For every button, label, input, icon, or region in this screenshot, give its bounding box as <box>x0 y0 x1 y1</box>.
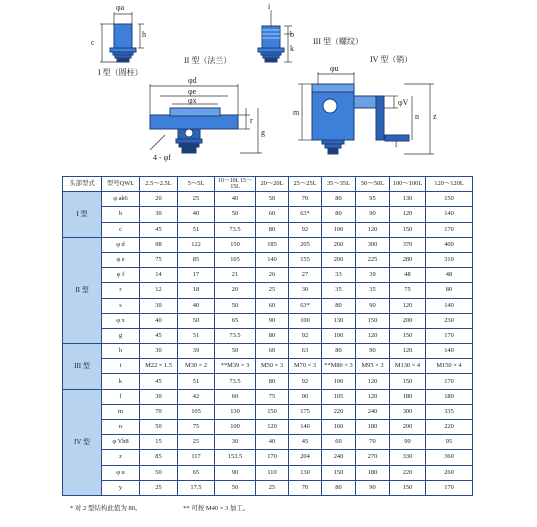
table-cell: 170 <box>256 450 289 465</box>
table-cell: 17.5 <box>178 480 215 495</box>
table-row <box>63 420 473 435</box>
table-cell: 90 <box>356 207 390 222</box>
type3-drawing <box>258 26 284 62</box>
table-row <box>63 192 473 207</box>
table-cell: 120 <box>356 389 390 404</box>
table-cell: 270 <box>356 450 390 465</box>
dim-phi-d: φd <box>188 76 197 85</box>
footnotes <box>70 503 289 512</box>
param-label: φ f <box>102 268 140 283</box>
type2-drawing <box>150 108 238 153</box>
table-cell: 90 <box>356 298 390 313</box>
table-cell: 120 <box>390 298 426 313</box>
table-cell: M22 × 1.5 <box>140 359 178 374</box>
table-cell: 100 <box>215 420 256 435</box>
table-cell: 130 <box>289 465 322 480</box>
footnote-2: ** 可按 M40 × 3 加工。 <box>183 505 250 512</box>
header-size: 2.5～2.5L <box>140 177 178 192</box>
table-cell: 17 <box>178 268 215 283</box>
table-cell: 155 <box>289 252 322 267</box>
header-size: 120～120L <box>426 177 473 192</box>
table-cell: 25 <box>178 435 215 450</box>
table-cell: 100 <box>322 328 356 343</box>
table-cell: 120 <box>356 328 390 343</box>
group-label: II 型 <box>63 237 102 343</box>
table-cell: 335 <box>426 404 473 419</box>
table-cell: 92 <box>289 328 322 343</box>
table-row <box>63 237 473 252</box>
group-label: III 型 <box>63 344 102 390</box>
table-cell: 75 <box>390 283 426 298</box>
table-cell: 90 <box>256 313 289 328</box>
param-label: z <box>102 450 140 465</box>
table-cell: 21 <box>215 268 256 283</box>
table-cell: 45 <box>289 435 322 450</box>
table-row <box>63 298 473 313</box>
table-cell: 50 <box>215 298 256 313</box>
table-cell: 51 <box>178 328 215 343</box>
table-cell: 14 <box>140 268 178 283</box>
table-row <box>63 222 473 237</box>
table-cell: 170 <box>426 328 473 343</box>
table-cell: 260 <box>322 237 356 252</box>
type1-label: I 型（圆柱） <box>98 68 143 77</box>
table-cell: 35 <box>322 283 356 298</box>
table-cell: 140 <box>426 207 473 222</box>
table-body <box>63 192 473 496</box>
table-cell: 48 <box>426 268 473 283</box>
table-cell: 300 <box>356 237 390 252</box>
table-cell: M30 × 2 <box>178 359 215 374</box>
table-cell: 120 <box>390 207 426 222</box>
table-cell: 26 <box>256 268 289 283</box>
table-cell: 85 <box>178 252 215 267</box>
table-row <box>63 207 473 222</box>
param-label: i <box>102 359 140 374</box>
param-label: φ ak6 <box>102 192 140 207</box>
header-corner: 头部型式 <box>63 177 102 192</box>
table-cell: 60 <box>256 298 289 313</box>
table-cell: 90 <box>289 389 322 404</box>
table-cell: 50 <box>178 313 215 328</box>
header-size: 100～100L <box>390 177 426 192</box>
table-cell: 130 <box>322 313 356 328</box>
table-cell: 25 <box>178 192 215 207</box>
header-size: 10～10L 15～15L <box>215 177 256 192</box>
table-cell: 330 <box>390 450 426 465</box>
table-cell: **M80 × 3 <box>322 359 356 374</box>
group-label: I 型 <box>63 192 102 238</box>
table-cell: 150 <box>390 328 426 343</box>
table-cell: 45 <box>140 374 178 389</box>
table-cell: M130 × 4 <box>390 359 426 374</box>
table-cell: 15 <box>140 435 178 450</box>
table-cell: 280 <box>390 252 426 267</box>
table-cell: 105 <box>215 252 256 267</box>
table-cell: 48 <box>390 268 426 283</box>
param-label: l <box>102 389 140 404</box>
table-cell: 80 <box>322 298 356 313</box>
technical-drawing <box>0 0 537 175</box>
header-size: 5～5L <box>178 177 215 192</box>
table-cell: 90 <box>215 465 256 480</box>
table-cell: 95 <box>356 192 390 207</box>
table-cell: 92 <box>289 374 322 389</box>
table-cell: 33 <box>322 268 356 283</box>
param-label: φ u <box>102 465 140 480</box>
table-cell: 30 <box>140 298 178 313</box>
table-cell: 230 <box>426 313 473 328</box>
table-cell: 75 <box>178 420 215 435</box>
dim-b: b <box>290 30 294 39</box>
table-cell: 105 <box>178 404 215 419</box>
type2-label: II 型（法兰） <box>184 56 232 65</box>
table-cell: 80 <box>322 480 356 495</box>
table-cell: M50 × 3 <box>256 359 289 374</box>
param-label: n <box>102 420 140 435</box>
table-cell: 63* <box>289 298 322 313</box>
dim-n: n <box>415 112 419 121</box>
table-cell: 85 <box>140 450 178 465</box>
table-cell: 200 <box>390 420 426 435</box>
param-label: r <box>102 283 140 298</box>
table-row <box>63 283 473 298</box>
table-cell: 140 <box>289 420 322 435</box>
header-model: 型号QWL <box>102 177 140 192</box>
table-cell: 42 <box>178 389 215 404</box>
table-cell: 92 <box>289 222 322 237</box>
table-cell: 30 <box>140 389 178 404</box>
dim-phi-v: φV <box>398 98 409 107</box>
table-cell: 150 <box>322 465 356 480</box>
table-cell: 220 <box>322 404 356 419</box>
table-cell: 25 <box>256 283 289 298</box>
table-cell: 50 <box>215 344 256 359</box>
table-cell: 170 <box>426 222 473 237</box>
dim-k: k <box>290 44 294 53</box>
table-cell: 150 <box>390 480 426 495</box>
table-cell: 40 <box>140 313 178 328</box>
table-cell: 50 <box>256 192 289 207</box>
param-label: φ x <box>102 313 140 328</box>
table-row <box>63 480 473 495</box>
param-label: g <box>102 328 140 343</box>
table-cell: 60 <box>256 207 289 222</box>
table-cell: 30 <box>215 435 256 450</box>
dim-m: m <box>293 108 300 117</box>
dim-l: l <box>395 140 398 149</box>
table-cell: 185 <box>256 237 289 252</box>
dim-g: g <box>261 128 265 137</box>
table-cell: 120 <box>256 420 289 435</box>
table-row <box>63 313 473 328</box>
table-cell: 27 <box>289 268 322 283</box>
table-cell: 70 <box>356 435 390 450</box>
table-cell: 45 <box>140 328 178 343</box>
table-cell: 25 <box>140 480 178 495</box>
table-cell: 225 <box>356 252 390 267</box>
dim-phi-e: φe <box>188 87 197 96</box>
param-label: s <box>102 298 140 313</box>
table-cell: 140 <box>426 344 473 359</box>
table-cell: 370 <box>390 237 426 252</box>
table-cell: 120 <box>356 374 390 389</box>
table-cell: 180 <box>426 389 473 404</box>
table-cell: 180 <box>390 389 426 404</box>
dimension-table-wrapper <box>62 176 472 496</box>
table-cell: 98 <box>140 237 178 252</box>
table-cell: 90 <box>356 344 390 359</box>
table-cell: 20 <box>215 283 256 298</box>
table-cell: 220 <box>426 420 473 435</box>
table-cell: 51 <box>178 222 215 237</box>
table-row <box>63 359 473 374</box>
dim-h: h <box>142 30 146 39</box>
param-label: y <box>102 480 140 495</box>
table-cell: 45 <box>140 222 178 237</box>
type4-label: IV 型（销） <box>370 55 413 64</box>
table-cell: 50 <box>215 207 256 222</box>
table-cell: 400 <box>426 237 473 252</box>
table-cell: 205 <box>289 237 322 252</box>
table-cell: 50 <box>215 480 256 495</box>
table-cell: **M39 × 3 <box>215 359 256 374</box>
param-label: φ d <box>102 237 140 252</box>
table-cell: 150 <box>256 404 289 419</box>
table-cell: 200 <box>322 252 356 267</box>
table-cell: 122 <box>178 237 215 252</box>
table-cell: 150 <box>426 192 473 207</box>
table-cell: 140 <box>426 298 473 313</box>
param-label: c <box>102 222 140 237</box>
table-cell: 51 <box>178 374 215 389</box>
dim-i: i <box>268 2 271 11</box>
type3-label: III 型（螺纹） <box>313 37 363 46</box>
table-row <box>63 328 473 343</box>
table-cell: 30 <box>140 344 178 359</box>
table-cell: 180 <box>356 420 390 435</box>
table-header-row <box>63 177 473 192</box>
header-size: 35～35L <box>322 177 356 192</box>
dim-r: r <box>250 116 253 125</box>
table-row <box>63 465 473 480</box>
table-cell: 180 <box>356 465 390 480</box>
table-cell: 153.5 <box>215 450 256 465</box>
table-cell: 117 <box>178 450 215 465</box>
table-cell: 240 <box>356 404 390 419</box>
table-cell: 150 <box>356 313 390 328</box>
table-cell: 30 <box>289 283 322 298</box>
table-cell: 73.5 <box>215 222 256 237</box>
table-row <box>63 450 473 465</box>
table-cell: 40 <box>215 192 256 207</box>
dim-z: z <box>433 112 437 121</box>
param-label: m <box>102 404 140 419</box>
table-cell: 170 <box>426 480 473 495</box>
table-cell: 50 <box>140 420 178 435</box>
table-row <box>63 404 473 419</box>
table-cell: 110 <box>256 465 289 480</box>
table-row <box>63 389 473 404</box>
table-cell: 260 <box>426 465 473 480</box>
table-cell: M95 × 3 <box>356 359 390 374</box>
table-cell: 70 <box>289 192 322 207</box>
table-cell: 175 <box>289 404 322 419</box>
table-row <box>63 374 473 389</box>
table-cell: 73.5 <box>215 374 256 389</box>
table-cell: 60 <box>322 435 356 450</box>
dim-phi-u: φu <box>330 64 339 73</box>
table-cell: M150 × 4 <box>426 359 473 374</box>
drawing-svg <box>0 0 537 175</box>
table-cell: 310 <box>426 252 473 267</box>
dim-phi-x: φx <box>188 96 197 105</box>
param-label: b <box>102 207 140 222</box>
table-cell: 200 <box>390 313 426 328</box>
table-cell: 240 <box>322 450 356 465</box>
table-cell: 40 <box>178 207 215 222</box>
table-cell: 60 <box>256 344 289 359</box>
table-cell: 80 <box>256 328 289 343</box>
table-cell: 73.5 <box>215 328 256 343</box>
table-cell: 39 <box>178 344 215 359</box>
table-cell: 63* <box>289 207 322 222</box>
table-cell: 170 <box>426 374 473 389</box>
table-cell: 80 <box>322 344 356 359</box>
param-label: φ Vh8 <box>102 435 140 450</box>
table-cell: 80 <box>322 207 356 222</box>
table-cell: 18 <box>178 283 215 298</box>
table-cell: 90 <box>390 435 426 450</box>
dim-phi-a: φa <box>116 3 125 12</box>
table-cell: 25 <box>256 480 289 495</box>
header-size: 50～50L <box>356 177 390 192</box>
table-cell: 220 <box>390 465 426 480</box>
table-cell: M70 × 3 <box>289 359 322 374</box>
table-cell: 80 <box>426 283 473 298</box>
table-cell: 204 <box>289 450 322 465</box>
table-cell: 70 <box>140 404 178 419</box>
table-cell: 150 <box>390 222 426 237</box>
table-cell: 95 <box>426 435 473 450</box>
table-row <box>63 435 473 450</box>
table-cell: 70 <box>289 480 322 495</box>
type1-drawing <box>110 24 136 62</box>
dimension-table <box>62 176 473 496</box>
table-cell: 40 <box>178 298 215 313</box>
table-cell: 75 <box>140 252 178 267</box>
table-cell: 63 <box>289 344 322 359</box>
footnote-1: * 对 2 型结构此值为 80。 <box>70 505 142 512</box>
table-cell: 65 <box>215 313 256 328</box>
table-cell: 80 <box>256 222 289 237</box>
table-cell: 140 <box>256 252 289 267</box>
table-cell: 150 <box>215 237 256 252</box>
table-cell: 80 <box>256 374 289 389</box>
table-cell: 65 <box>178 465 215 480</box>
table-cell: 300 <box>390 404 426 419</box>
table-cell: 100 <box>322 374 356 389</box>
table-cell: 105 <box>322 389 356 404</box>
param-label: h <box>102 344 140 359</box>
table-cell: 100 <box>322 222 356 237</box>
dim-4-phi-f: 4 - φf <box>153 153 171 162</box>
table-cell: 30 <box>140 207 178 222</box>
param-label: φ e <box>102 252 140 267</box>
table-cell: 120 <box>356 222 390 237</box>
dim-c: c <box>91 38 95 47</box>
table-cell: 90 <box>356 480 390 495</box>
table-row <box>63 268 473 283</box>
table-cell: 80 <box>322 192 356 207</box>
table-cell: 120 <box>390 344 426 359</box>
table-cell: 40 <box>256 435 289 450</box>
table-row <box>63 344 473 359</box>
table-cell: 130 <box>215 404 256 419</box>
table-row <box>63 252 473 267</box>
table-cell: 360 <box>426 450 473 465</box>
table-cell: 60 <box>215 389 256 404</box>
table-cell: 35 <box>356 283 390 298</box>
group-label: IV 型 <box>63 389 102 495</box>
header-size: 20～20L <box>256 177 289 192</box>
param-label: k <box>102 374 140 389</box>
table-cell: 20 <box>140 192 178 207</box>
header-size: 25～25L <box>289 177 322 192</box>
table-cell: 12 <box>140 283 178 298</box>
table-cell: 160 <box>322 420 356 435</box>
table-cell: 130 <box>390 192 426 207</box>
table-cell: 39 <box>356 268 390 283</box>
table-cell: 75 <box>256 389 289 404</box>
table-cell: 150 <box>390 374 426 389</box>
table-cell: 100 <box>289 313 322 328</box>
table-cell: 50 <box>140 465 178 480</box>
